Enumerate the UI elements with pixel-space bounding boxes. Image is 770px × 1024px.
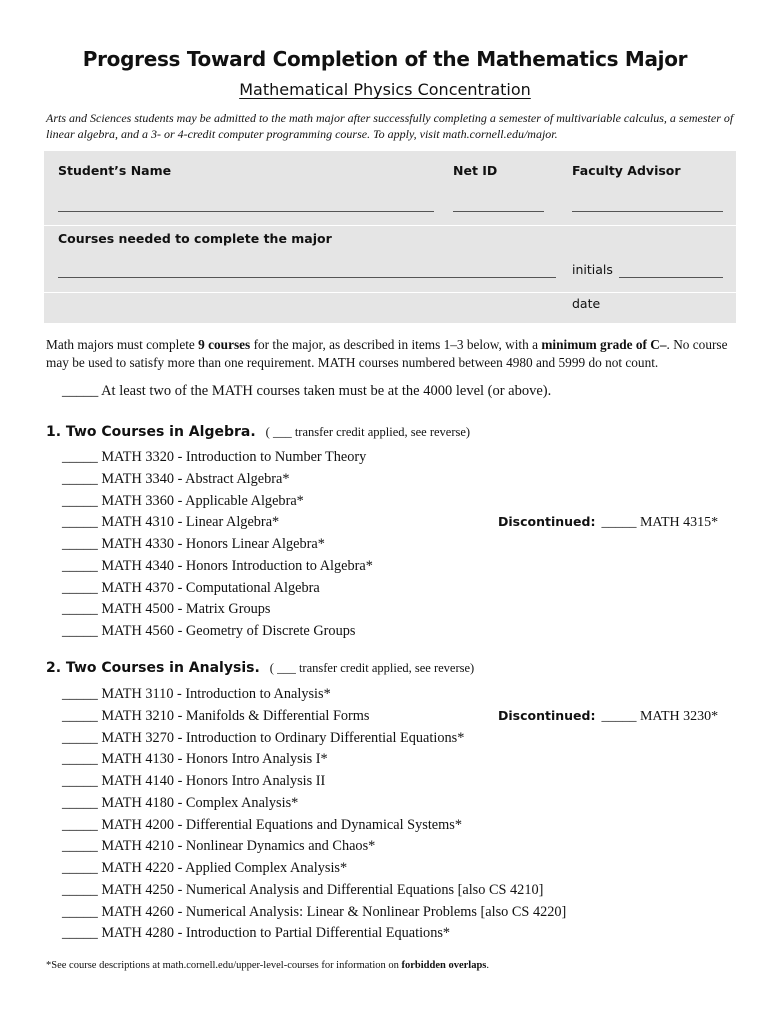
- course-item[interactable]: _____ MATH 3270 - Introduction to Ordinary Differential Equations*: [62, 729, 465, 746]
- course-item[interactable]: _____ MATH 3360 - Applicable Algebra*: [62, 492, 304, 509]
- algebra-discontinued[interactable]: Discontinued: _____ MATH 4315*: [498, 514, 719, 530]
- net-id-field[interactable]: [453, 211, 544, 212]
- initials-field[interactable]: [619, 277, 723, 278]
- date-label: date: [572, 296, 601, 311]
- box-divider: [44, 225, 736, 226]
- course-item[interactable]: _____ MATH 4250 - Numerical Analysis and Differential Equations [also CS 4210]: [62, 881, 544, 898]
- initials-label: initials: [572, 262, 613, 277]
- student-info-box: [44, 151, 736, 323]
- course-item[interactable]: _____ MATH 3110 - Introduction to Analysis*: [62, 686, 331, 702]
- course-item[interactable]: _____ MATH 3320 - Introduction to Number Theory: [62, 449, 367, 465]
- page-title: Progress Toward Completion of the Mathematics Major: [82, 47, 688, 71]
- course-item[interactable]: _____ MATH 4180 - Complex Analysis*: [62, 794, 299, 811]
- intro-text: Arts and Sciences students may be admitted to the math major after successfully completing a semester of multivariable calculus, a semester of linear algebra, and a 3- or 4-credit computer programming course. To apply, visit math.cornell.edu/major.: [46, 111, 734, 141]
- course-item[interactable]: _____ MATH 4340 - Honors Introduction to Algebra*: [62, 557, 373, 574]
- course-item[interactable]: _____ MATH 4310 - Linear Algebra*: [62, 514, 280, 531]
- analysis-discontinued[interactable]: Discontinued: _____ MATH 3230*: [498, 708, 719, 724]
- courses-needed-label: Courses needed to complete the major: [58, 231, 332, 246]
- course-item[interactable]: _____ MATH 4560 - Geometry of Discrete Groups: [62, 623, 356, 639]
- course-item[interactable]: _____ MATH 4220 - Applied Complex Analysis*: [62, 860, 348, 876]
- faculty-advisor-field[interactable]: [572, 211, 723, 212]
- course-item[interactable]: _____ MATH 3340 - Abstract Algebra*: [62, 470, 290, 487]
- course-item[interactable]: _____ MATH 4260 - Numerical Analysis: Linear & Nonlinear Problems [also CS 4220]: [62, 903, 567, 920]
- box-divider: [44, 292, 736, 293]
- footnote: *See course descriptions at math.cornell.edu/upper-level-courses for information on forbidden overlaps.: [46, 960, 490, 971]
- course-item[interactable]: _____ MATH 4200 - Differential Equations and Dynamical Systems*: [62, 816, 462, 833]
- algebra-heading: 1. Two Courses in Algebra. ( ___ transfer credit applied, see reverse): [46, 424, 471, 440]
- level-4000-requirement[interactable]: _____ At least two of the MATH courses taken must be at the 4000 level (or above).: [62, 383, 552, 399]
- requirement-text: Math majors must complete 9 courses for the major, as described in items 1–3 below, with a minimum grade of C–. No course may be used to satisfy more than one requirement. MATH courses numbered between 4980 and 5999 do not count.: [46, 337, 728, 370]
- course-item[interactable]: _____ MATH 4330 - Honors Linear Algebra*: [62, 536, 325, 552]
- net-id-label: Net ID: [453, 163, 498, 178]
- faculty-advisor-label: Faculty Advisor: [572, 163, 681, 178]
- course-item[interactable]: _____ MATH 4280 - Introduction to Partial Differential Equations*: [62, 925, 451, 942]
- course-item[interactable]: _____ MATH 4210 - Nonlinear Dynamics and Chaos*: [62, 838, 376, 855]
- courses-needed-field[interactable]: [58, 277, 556, 278]
- course-item[interactable]: _____ MATH 4130 - Honors Intro Analysis I*: [62, 751, 328, 768]
- course-item[interactable]: _____ MATH 4370 - Computational Algebra: [62, 579, 320, 596]
- course-item[interactable]: _____ MATH 3210 - Manifolds & Differential Forms: [62, 707, 370, 724]
- course-item[interactable]: _____ MATH 4140 - Honors Intro Analysis II: [62, 773, 326, 789]
- student-name-label: Student’s Name: [58, 163, 172, 178]
- student-name-field[interactable]: [58, 211, 434, 212]
- page-subtitle: Mathematical Physics Concentration: [239, 80, 531, 99]
- course-item[interactable]: _____ MATH 4500 - Matrix Groups: [62, 601, 271, 618]
- analysis-transfer-note: ( ___ transfer credit applied, see reverse): [269, 661, 475, 675]
- analysis-heading: 2. Two Courses in Analysis. ( ___ transfer credit applied, see reverse): [46, 660, 475, 676]
- algebra-transfer-note: ( ___ transfer credit applied, see reverse): [265, 425, 471, 439]
